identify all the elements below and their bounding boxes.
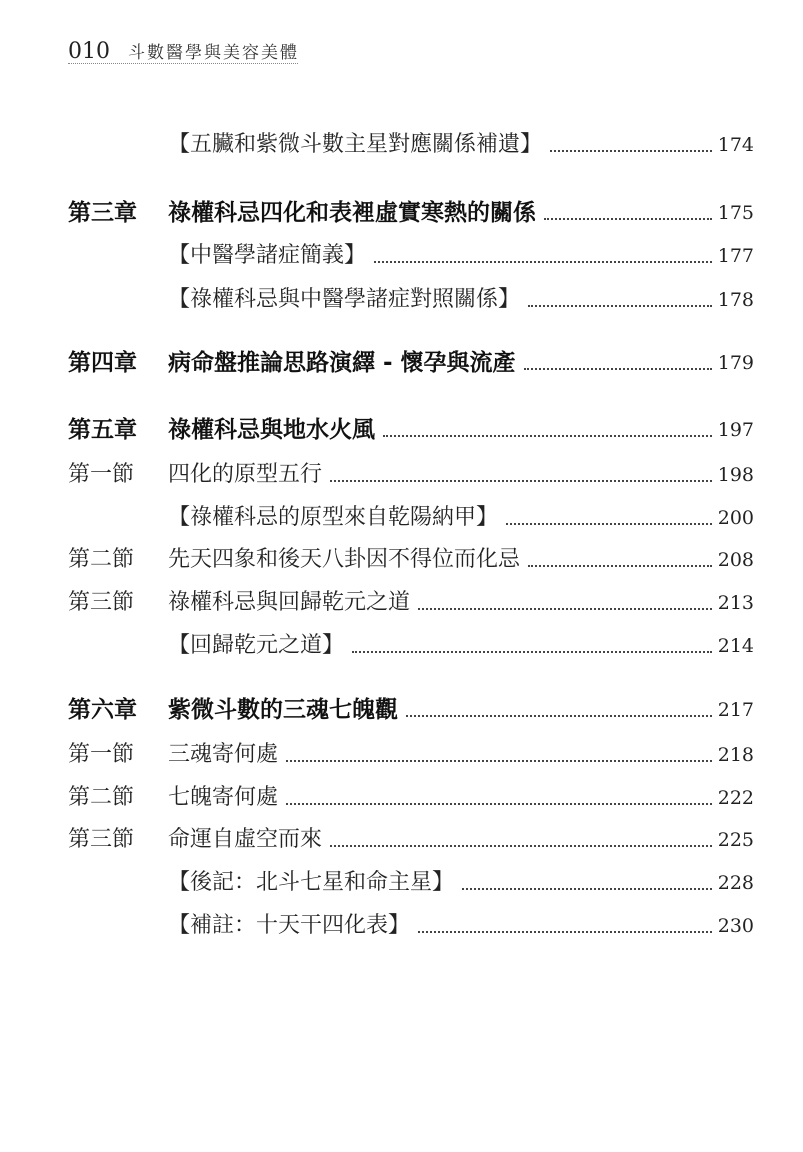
toc-label: 第三章	[68, 200, 137, 226]
toc-title: 【補註：十天干四化表】	[168, 913, 411, 938]
toc-page: 230	[717, 915, 754, 937]
toc-label: 第三節	[68, 590, 135, 615]
toc-title: 【後記：北斗七星和命主星】	[168, 870, 455, 895]
toc-title: 【中醫學諸症簡義】	[168, 243, 367, 268]
toc-page: 214	[717, 635, 754, 657]
toc-label: 第三節	[68, 827, 135, 852]
toc-entry	[68, 581, 754, 617]
toc-entry	[68, 818, 754, 854]
toc-title: 祿權科忌與回歸乾元之道	[168, 590, 411, 615]
toc-title: 四化的原型五行	[168, 462, 323, 487]
toc-page: 177	[717, 245, 754, 267]
toc-page: 175	[717, 202, 754, 224]
toc-entry	[68, 776, 754, 812]
dot-leader	[330, 480, 712, 482]
toc-entry	[68, 496, 754, 532]
dot-leader	[383, 435, 712, 437]
toc-page: 198	[717, 464, 754, 486]
toc-title: 【祿權科忌與中醫學諸症對照關係】	[168, 287, 521, 312]
book-title: 斗數醫學與美容美體	[128, 43, 299, 63]
dot-leader	[506, 523, 712, 525]
dot-leader	[524, 368, 712, 370]
toc-entry	[68, 453, 754, 489]
toc-entry	[68, 123, 754, 159]
toc-title: 【祿權科忌的原型來自乾陽納甲】	[168, 505, 499, 530]
toc-entry	[68, 278, 754, 314]
toc-entry	[68, 904, 754, 940]
dot-leader	[550, 150, 712, 152]
toc-title: 祿權科忌與地水火風	[168, 417, 375, 443]
toc-entry	[68, 733, 754, 769]
toc-page: 218	[717, 744, 754, 766]
toc-page: 200	[717, 507, 754, 529]
toc-title: 【五臟和紫微斗數主星對應關係補遺】	[168, 132, 543, 157]
toc-entry	[68, 408, 754, 444]
header-rule	[68, 63, 298, 64]
toc-label: 第二節	[68, 785, 135, 810]
dot-leader	[528, 565, 712, 567]
toc-page: 208	[717, 549, 754, 571]
toc-label: 第六章	[68, 697, 137, 723]
toc-title: 祿權科忌四化和表裡虛實寒熱的關係	[168, 200, 536, 226]
toc-title: 命運自虛空而來	[168, 827, 323, 852]
dot-leader	[406, 715, 712, 717]
toc-page: 228	[717, 872, 754, 894]
running-header	[68, 38, 299, 64]
toc-page: 213	[717, 592, 754, 614]
toc-entry	[68, 341, 754, 377]
toc-title: 紫微斗數的三魂七魄觀	[168, 697, 398, 723]
dot-leader	[418, 931, 712, 933]
toc-entry	[68, 191, 754, 227]
toc-label: 第二節	[68, 547, 135, 572]
dot-leader	[374, 261, 712, 263]
toc-entry	[68, 538, 754, 574]
toc-title: 先天四象和後天八卦因不得位而化忌	[168, 547, 521, 572]
toc-title: 七魄寄何處	[168, 785, 279, 810]
toc-title: 病命盤推論思路演繹 - 懷孕與流產	[168, 350, 516, 376]
dot-leader	[544, 218, 712, 220]
toc-title: 三魂寄何處	[168, 742, 279, 767]
toc-label: 第五章	[68, 417, 137, 443]
dot-leader	[418, 608, 712, 610]
dot-leader	[352, 651, 712, 653]
toc-page: 178	[717, 289, 754, 311]
toc-title: 【回歸乾元之道】	[168, 633, 345, 658]
toc-entry	[68, 624, 754, 660]
dot-leader	[528, 305, 712, 307]
toc-page: 179	[717, 352, 754, 374]
dot-leader	[286, 803, 712, 805]
page-number: 010	[68, 39, 110, 64]
toc-entry	[68, 234, 754, 270]
toc-entry	[68, 688, 754, 724]
toc-page: 225	[717, 829, 754, 851]
toc-label: 第四章	[68, 350, 137, 376]
dot-leader	[462, 888, 712, 890]
toc-page: 197	[717, 419, 754, 441]
toc-page: 217	[717, 699, 754, 721]
toc-label: 第一節	[68, 742, 135, 767]
dot-leader	[330, 845, 712, 847]
toc-page: 222	[717, 787, 754, 809]
toc-page: 174	[717, 134, 754, 156]
toc-label: 第一節	[68, 462, 135, 487]
dot-leader	[286, 760, 712, 762]
toc-entry	[68, 861, 754, 897]
